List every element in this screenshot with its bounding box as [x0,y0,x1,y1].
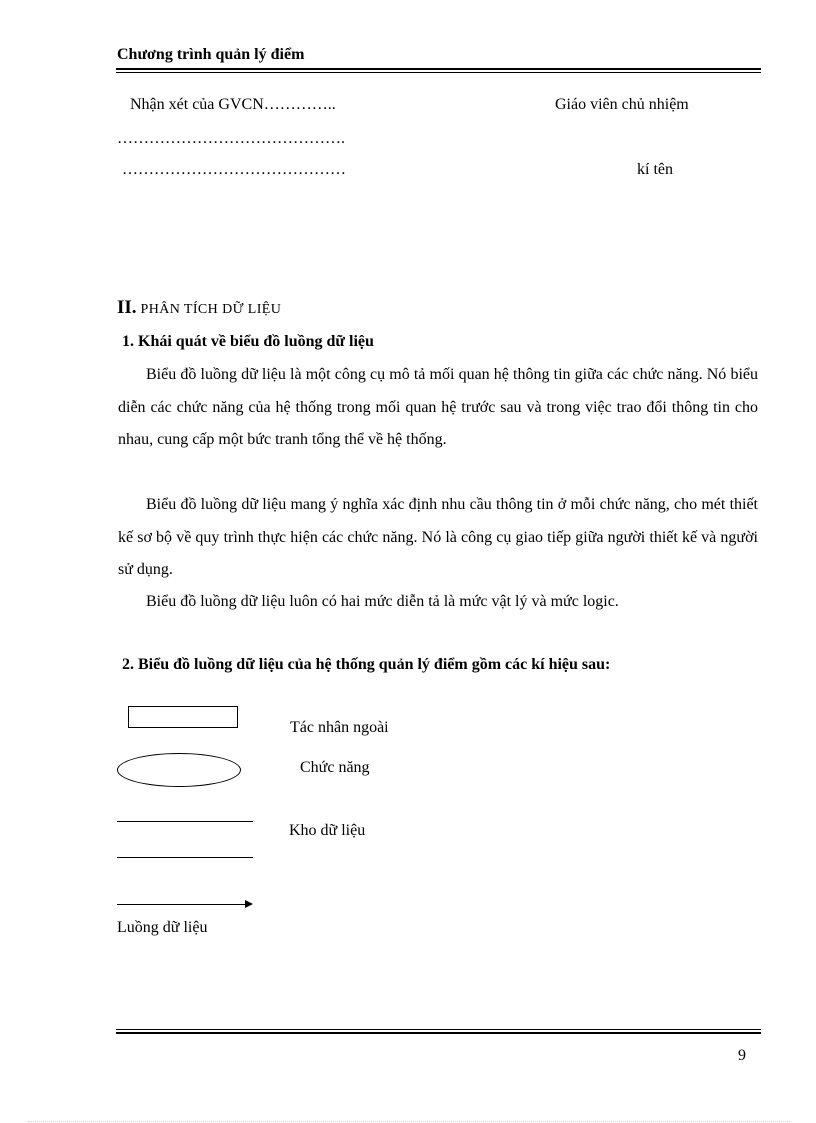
external-agent-symbol [128,706,238,728]
paragraph-3: Biểu đồ luồng dữ liệu luôn có hai mức diễn tả là mức vật lý và mức logic. [146,593,619,610]
subsection-1-heading: 1. Khái quát về biểu đồ luồng dữ liệu [122,333,374,350]
external-agent-label: Tác nhân ngoài [290,719,389,736]
section-heading [117,297,281,319]
subsection-2-heading: 2. Biểu đồ luồng dữ liệu của hệ thống quản lý điểm gồm các kí hiệu sau: [122,656,611,673]
section-number: II. [117,297,137,318]
section-title: PHÂN TÍCH DỮ LIỆU [140,302,282,317]
document-header-title: Chương trình quản lý điểm [117,46,305,63]
data-flow-label: Luồng dữ liệu [117,919,208,936]
footer-rule-thick [116,1032,761,1034]
data-flow-arrow-line [117,904,246,905]
signature-label: kí tên [637,161,673,178]
teacher-comment-label: Nhận xét của GVCN………….. [130,96,336,113]
comment-dots-line-1: ……………………………………. [117,130,345,147]
page-bottom-dotted-border [28,1121,790,1122]
data-store-symbol-top-line [117,821,253,822]
paragraph-2: Biểu đồ luồng dữ liệu mang ý nghĩa xác định nhu cầu thông tin ở mỗi chức năng, cho mét thiết kế sơ bộ về quy trình thực hiện các chức năng. Nó là công cụ giao tiếp giữa người thiết kế và người sử dụng. [118,496,758,578]
function-label: Chức năng [300,759,370,776]
page-number: 9 [738,1047,746,1064]
comment-dots-line-2: …………………………………… [122,161,346,178]
data-flow-arrowhead-icon [245,900,253,908]
homeroom-teacher-label: Giáo viên chủ nhiệm [555,96,689,113]
data-store-symbol-bottom-line [117,857,253,858]
data-store-label: Kho dữ liệu [289,822,366,839]
header-rule-thick [116,68,761,70]
header-rule-thin [116,72,761,73]
footer-rule-thin [116,1029,761,1030]
function-symbol [117,753,241,787]
paragraph-1: Biểu đồ luồng dữ liệu là một công cụ mô tả mối quan hệ thông tin giữa các chức năng. Nó biểu diễn các chức năng của hệ thống trong mối quan hệ trước sau và trong việc trao đổi thông tin cho nhau, cung cấp một bức tranh tổng thể về hệ thống. [118,366,758,448]
